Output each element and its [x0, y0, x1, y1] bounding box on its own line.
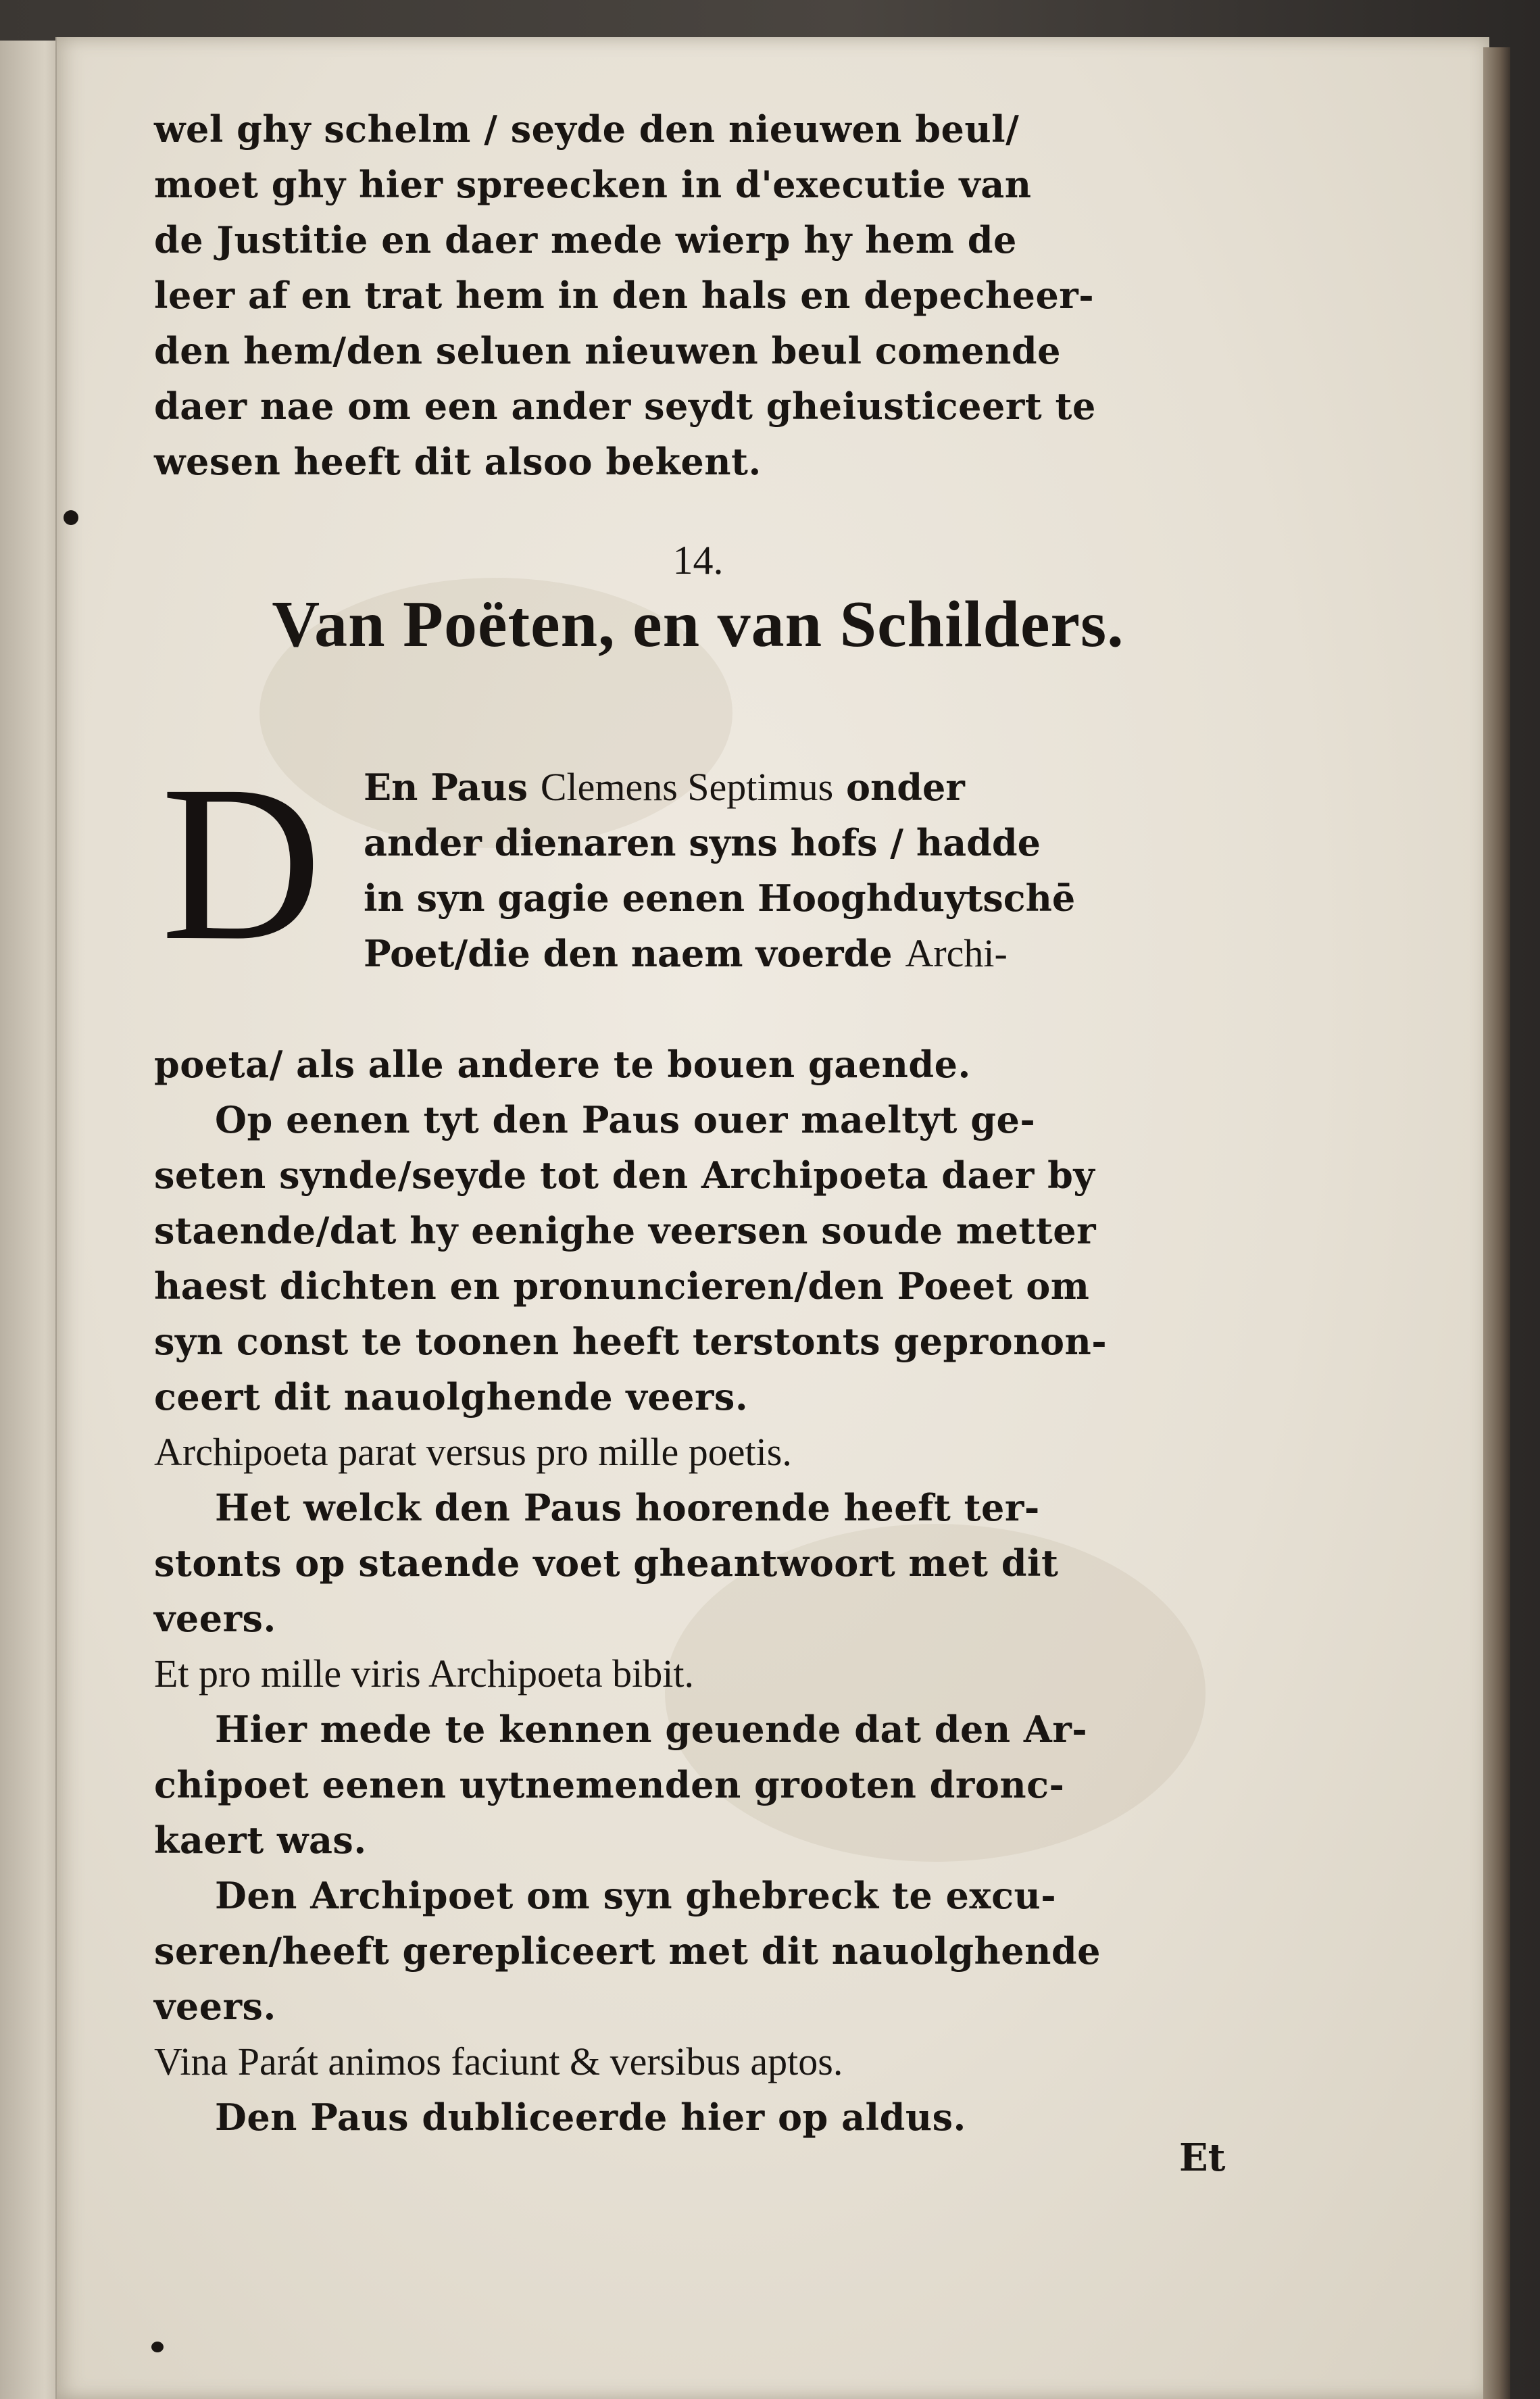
text-line: Den Paus dubliceerde hier op aldus.	[215, 2096, 966, 2139]
opening-line	[364, 760, 965, 815]
text-line: chipoet eenen uytnemenden grooten dronc-	[154, 1763, 1065, 1806]
page-text	[154, 101, 1242, 2145]
text-line: kaert was.	[154, 1819, 367, 1862]
ink-spot	[151, 2342, 164, 2352]
text-line: seten synde/seyde tot den Archipoeta daer by	[154, 1154, 1095, 1197]
latin-verse-line: Et pro mille viris Archipoeta bibit.	[154, 1652, 694, 1696]
top-paragraph	[154, 101, 1242, 489]
opening-line	[364, 870, 1075, 926]
chapter-number: 14.	[672, 538, 724, 583]
text-line: wel ghy schelm / seyde den nieuwen beul/	[154, 107, 1020, 151]
text-line: Den Archipoet om syn ghebreck te excu-	[215, 1874, 1057, 1917]
drop-cap: D	[161, 740, 322, 987]
text-line: poeta/ als alle andere te bouen gaende.	[154, 1043, 971, 1086]
opening-line-blackletter: Poet/die den naem voerde	[364, 932, 905, 975]
text-line: Hier mede te kennen geuende dat den Ar-	[215, 1708, 1088, 1751]
opening-line-blackletter: En Paus	[364, 766, 541, 809]
text-line: seren/heeft gerepliceert met dit nauolghende	[154, 1929, 1101, 1973]
chapter-title: Van Poëten, en van Schilders.	[272, 588, 1124, 661]
catchword: Et	[1179, 2135, 1226, 2180]
text-line: daer nae om een ander seydt gheiusticeert te	[154, 385, 1096, 428]
text-line: leer af en trat hem in den hals en depecheer-	[154, 274, 1095, 317]
opening-line-blackletter: in syn gagie eenen Hooghduytschē	[364, 876, 1076, 920]
text-line: staende/dat hy eenighe veersen soude metter	[154, 1209, 1097, 1252]
opening-line-latin: Archi-	[905, 931, 1008, 975]
text-line: haest dichten en pronuncieren/den Poeet om	[154, 1264, 1090, 1308]
text-line: stonts op staende voet gheantwoort met dit	[154, 1541, 1059, 1585]
text-line: Op eenen tyt den Paus ouer maeltyt ge-	[215, 1098, 1036, 1141]
text-line: ceert dit nauolghende veers.	[154, 1375, 749, 1418]
text-line: de Justitie en daer mede wierp hy hem de	[154, 218, 1017, 262]
text-line: wesen heeft dit alsoo bekent.	[154, 440, 762, 483]
latin-verse-line: Archipoeta parat versus pro mille poetis.	[154, 1430, 792, 1474]
body-paragraphs	[154, 1037, 1242, 2145]
text-line: den hem/den seluen nieuwen beul comende	[154, 329, 1062, 372]
page-right-edge	[1483, 47, 1510, 2399]
text-line: syn const te toonen heeft terstonts gepronon-	[154, 1320, 1108, 1363]
text-line: veers.	[154, 1985, 276, 2028]
opening-line-latin: Clemens Septimus	[540, 765, 834, 809]
latin-verse-line: Vina Parát animos faciunt & versibus aptos.	[154, 2039, 843, 2083]
ink-spot	[64, 510, 78, 525]
text-line: Het welck den Paus hoorende heeft ter-	[215, 1486, 1040, 1529]
text-line: moet ghy hier spreecken in d'executie van	[154, 163, 1032, 206]
text-line: veers.	[154, 1597, 276, 1640]
opening-line-rest: onder	[833, 766, 965, 809]
opening-paragraph	[154, 740, 1242, 1037]
opening-line	[364, 815, 1041, 870]
opening-line	[364, 926, 1008, 981]
opening-line-blackletter: ander dienaren syns hofs / hadde	[364, 821, 1041, 864]
